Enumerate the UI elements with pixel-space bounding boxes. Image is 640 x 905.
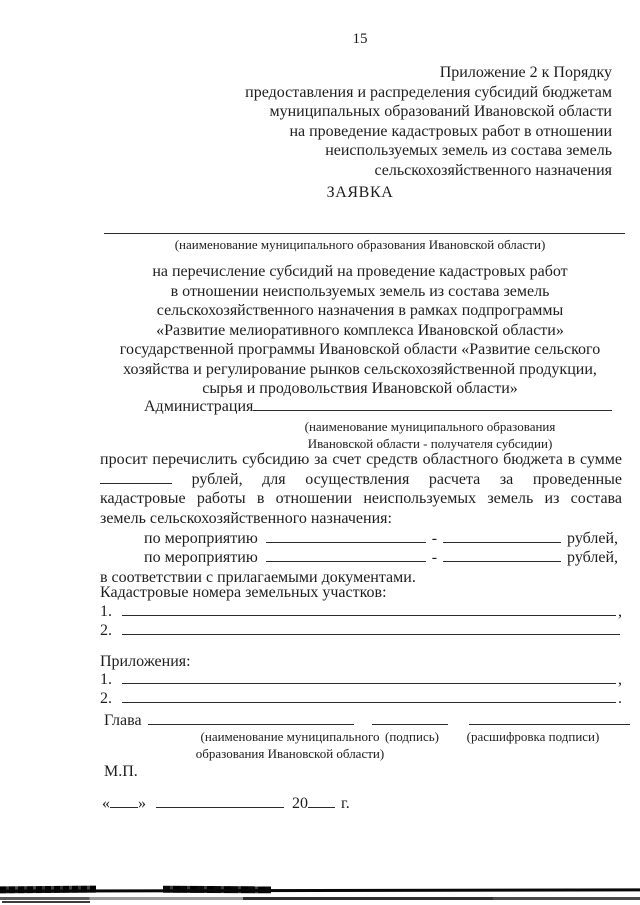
cadastral-number-blank (122, 602, 616, 616)
item-number: 1. (100, 603, 112, 620)
signature-row (104, 711, 630, 731)
signature-sign-blank (372, 711, 448, 725)
closing-line: в соответствии с прилагаемыми документами. (100, 569, 416, 586)
year-suffix: г. (341, 795, 350, 812)
subject-line: на перечисление субсидий на проведение кадастровых работ (152, 263, 568, 280)
cadastral-heading: Кадастровые номера земельных участков: (100, 584, 387, 601)
subject-line: «Развитие мелиоративного комплекса Ивановской области» (156, 321, 564, 339)
signature-org-caption (180, 729, 400, 762)
appendix-heading (100, 63, 612, 180)
scan-artifact (2, 901, 90, 903)
appendix-line: неиспользуемых земель из состава земель (325, 142, 612, 159)
appendix-line: предоставления и распределения субсидий бюджетам (245, 83, 612, 101)
item-number: 1. (100, 671, 112, 688)
appendix-line: на проведение кадастровых работ в отношении (289, 122, 612, 140)
sum-blank (100, 470, 172, 484)
year-prefix: 20 (292, 795, 308, 812)
request-line-text: рублей, для осуществления расчета за проведенные (191, 470, 622, 488)
item-number: 2. (100, 690, 112, 707)
event-amount-blank (443, 529, 561, 543)
signature-label: Глава (104, 712, 142, 729)
event-label: по мероприятию (144, 530, 258, 547)
signature-name-blank (469, 711, 630, 725)
scan-artifact (0, 888, 640, 892)
signature-org-blank (148, 711, 354, 725)
administration-caption (220, 419, 640, 452)
administration-caption-line: (наименование муниципального образования (304, 419, 556, 434)
signature-name-caption: (расшифровка подписи) (466, 729, 600, 744)
dash-separator: - (431, 530, 438, 547)
administration-label: Администрация (144, 398, 254, 415)
event-name-blank (266, 548, 426, 562)
appendix-line: муниципальных образований Ивановской области (269, 103, 612, 120)
item-punctuation: . (618, 690, 622, 707)
close-quote: » (138, 795, 146, 812)
event-amount-blank (443, 548, 561, 562)
subject-line: в отношении неиспользуемых земель из состава земель (170, 282, 550, 300)
signature-org-caption-line: образования Ивановской области) (195, 745, 385, 761)
item-punctuation: , (618, 671, 622, 688)
request-line: кадастровые работы в отношении неиспользуемых земель из состава (100, 490, 622, 507)
month-blank (156, 794, 284, 808)
attachment-blank (122, 689, 616, 703)
event-amount-row (100, 548, 618, 568)
signature-org-caption-line: (наименование муниципального (200, 729, 380, 744)
administration-row (100, 397, 612, 417)
page-number: 15 (352, 31, 368, 47)
request-line: просит перечислить субсидию за счет средств областного бюджета в сумме (100, 451, 622, 468)
item-number: 2. (100, 622, 112, 639)
cadastral-item (100, 602, 622, 622)
event-suffix: рублей, (567, 549, 618, 566)
event-label: по мероприятию (144, 549, 258, 566)
document-title: ЗАЯВКА (326, 184, 394, 201)
event-name-blank (266, 529, 426, 543)
attachment-item (100, 689, 622, 709)
subject-line: сырья и продовольствия Ивановской области» (202, 380, 518, 397)
subject-paragraph (100, 262, 620, 399)
request-line: земель сельскохозяйственного назначения: (100, 509, 392, 527)
stamp-placeholder: М.П. (104, 763, 138, 780)
attachments-heading: Приложения: (100, 653, 191, 670)
day-blank (110, 794, 138, 808)
attachment-blank (122, 670, 616, 684)
appendix-line: Приложение 2 к Порядку (439, 64, 612, 81)
year-blank (308, 794, 335, 808)
dash-separator: - (431, 549, 438, 566)
signature-sign-caption: (подпись) (385, 729, 439, 744)
cadastral-item (100, 621, 622, 641)
cadastral-number-blank (122, 621, 620, 635)
open-quote: « (102, 795, 110, 812)
appendix-line: сельскохозяйственного назначения (374, 161, 612, 179)
org-name-caption: (наименование муниципального образования Ивановской области) (174, 237, 546, 252)
scan-artifact (0, 897, 640, 900)
item-punctuation: , (618, 603, 622, 620)
subject-line: государственной программы Ивановской области «Развитие сельского (119, 341, 601, 358)
request-line (100, 470, 622, 490)
administration-caption-line: Ивановской области - получателя субсидии) (307, 435, 553, 451)
org-name-blank-line (104, 219, 625, 234)
administration-name-blank (253, 397, 612, 411)
date-row (102, 794, 382, 814)
event-suffix: рублей, (567, 530, 618, 547)
attachment-item (100, 670, 622, 690)
subject-line: сельскохозяйственного назначения в рамках подпрограммы (156, 302, 564, 319)
event-amount-row (100, 529, 618, 549)
request-paragraph (100, 450, 622, 528)
subject-line: хозяйства и регулирование рынков сельскохозяйственной продукции, (123, 360, 597, 378)
